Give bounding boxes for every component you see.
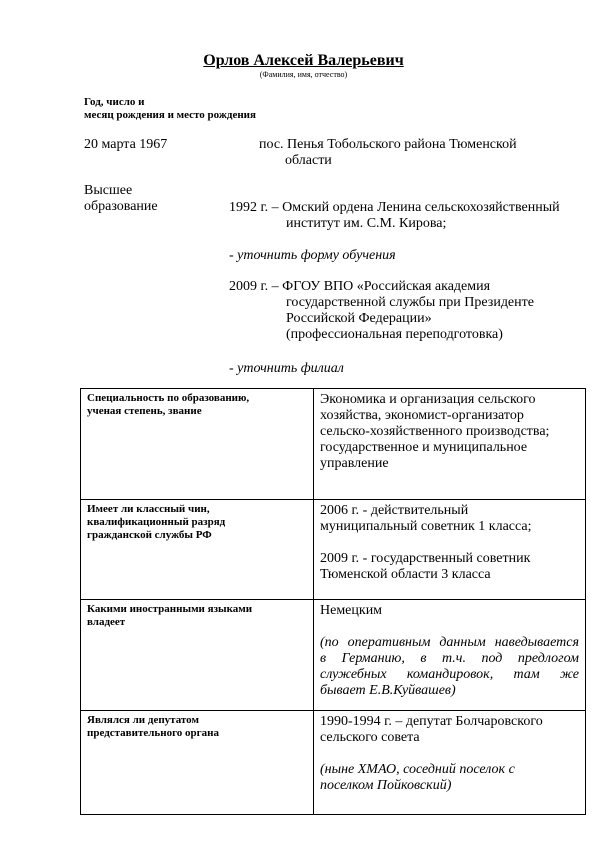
table-row (81, 389, 586, 500)
education-entry-2-line1: 2009 г. – ФГОУ ВПО «Российская академия (229, 279, 491, 294)
birth-place-line1: пос. Пенья Тобольского района Тюменской (259, 137, 517, 152)
specialty-value (314, 389, 586, 500)
specialty-label-line1: Специальность по образованию, (87, 392, 250, 404)
education-note-2: - уточнить филиал (229, 361, 344, 376)
education-entry-1-line2: институт им. С.М. Кирова; (286, 216, 447, 231)
name-caption: (Фамилия, имя, отчество) (259, 70, 348, 79)
table-row (81, 600, 586, 711)
deputy-label (81, 711, 314, 815)
education-entry-1 (229, 200, 560, 232)
birth-label-line1: Год, число и (84, 96, 145, 108)
education-entry-2-line4: (профессиональная переподготовка) (286, 327, 503, 342)
languages-note-line3: служебных командировок, там же (320, 667, 579, 682)
deputy-value-line2: сельского совета (320, 730, 420, 745)
birth-label (84, 96, 256, 122)
education-entry-2-line3: Российской Федерации» (286, 311, 432, 326)
languages-note-line1: (по оперативным данным наведывается (320, 635, 579, 650)
education-note-1: - уточнить форму обучения (229, 248, 396, 263)
spacer (320, 619, 579, 635)
specialty-value-line3: сельско-хозяйственного производства; (320, 424, 550, 439)
languages-label-line1: Какими иностранными языками (87, 603, 253, 615)
person-full-name: Орлов Алексей Валерьевич (203, 52, 404, 69)
spacer (320, 535, 579, 551)
specialty-value-line4: государственное и муниципальное (320, 440, 528, 455)
class-rank-label-line3: гражданской службы РФ (87, 529, 212, 541)
class-rank-value2-line1: 2009 г. - государственный советник (320, 551, 531, 566)
birth-label-line2: месяц рождения и место рождения (84, 109, 256, 121)
spacer (320, 746, 579, 762)
specialty-value-line2: хозяйства, экономист-организатор (320, 408, 524, 423)
deputy-label-line1: Являлся ли депутатом (87, 714, 199, 726)
table-row (81, 711, 586, 815)
deputy-value (314, 711, 586, 815)
languages-note-line4: бывает Е.В.Куйвашев) (320, 683, 456, 698)
specialty-value-line1: Экономика и организация сельского (320, 392, 536, 407)
deputy-note-line1: (ныне ХМАО, соседний поселок с (320, 762, 515, 777)
specialty-value-line5: управление (320, 456, 389, 471)
class-rank-label-line2: квалификационный разряд (87, 516, 226, 528)
education-entry-2-line2: государственной службы при Президенте (286, 295, 534, 310)
deputy-label-line2: представительного органа (87, 727, 219, 739)
education-label (84, 183, 158, 215)
class-rank-label-line1: Имеет ли классный чин, (87, 503, 210, 515)
info-table (80, 388, 586, 815)
class-rank-value (314, 500, 586, 600)
education-entry-1-line1: 1992 г. – Омский ордена Ленина сельскохозяйственный (229, 200, 560, 215)
languages-value (314, 600, 586, 711)
specialty-label-line2: ученая степень, звание (87, 405, 202, 417)
education-entry-2 (229, 279, 534, 343)
languages-note-line2: в Германию, в т.ч. под предлогом (320, 651, 579, 666)
class-rank-label (81, 500, 314, 600)
birth-date: 20 марта 1967 (84, 137, 168, 152)
birth-place (259, 137, 517, 169)
class-rank-value2-line2: Тюменской области 3 класса (320, 567, 491, 582)
birth-place-line2: области (285, 153, 332, 168)
education-label-line2: образование (84, 199, 158, 214)
languages-value-main: Немецким (320, 603, 383, 618)
class-rank-value1-line1: 2006 г. - действительный (320, 503, 469, 518)
education-label-line1: Высшее (84, 183, 133, 198)
table-row (81, 500, 586, 600)
class-rank-value1-line2: муниципальный советник 1 класса; (320, 519, 532, 534)
specialty-label (81, 389, 314, 500)
deputy-value-line1: 1990-1994 г. – депутат Болчаровского (320, 714, 543, 729)
deputy-note-line2: поселком Пойковский) (320, 778, 452, 793)
languages-label-line2: владеет (87, 616, 126, 628)
languages-label (81, 600, 314, 711)
